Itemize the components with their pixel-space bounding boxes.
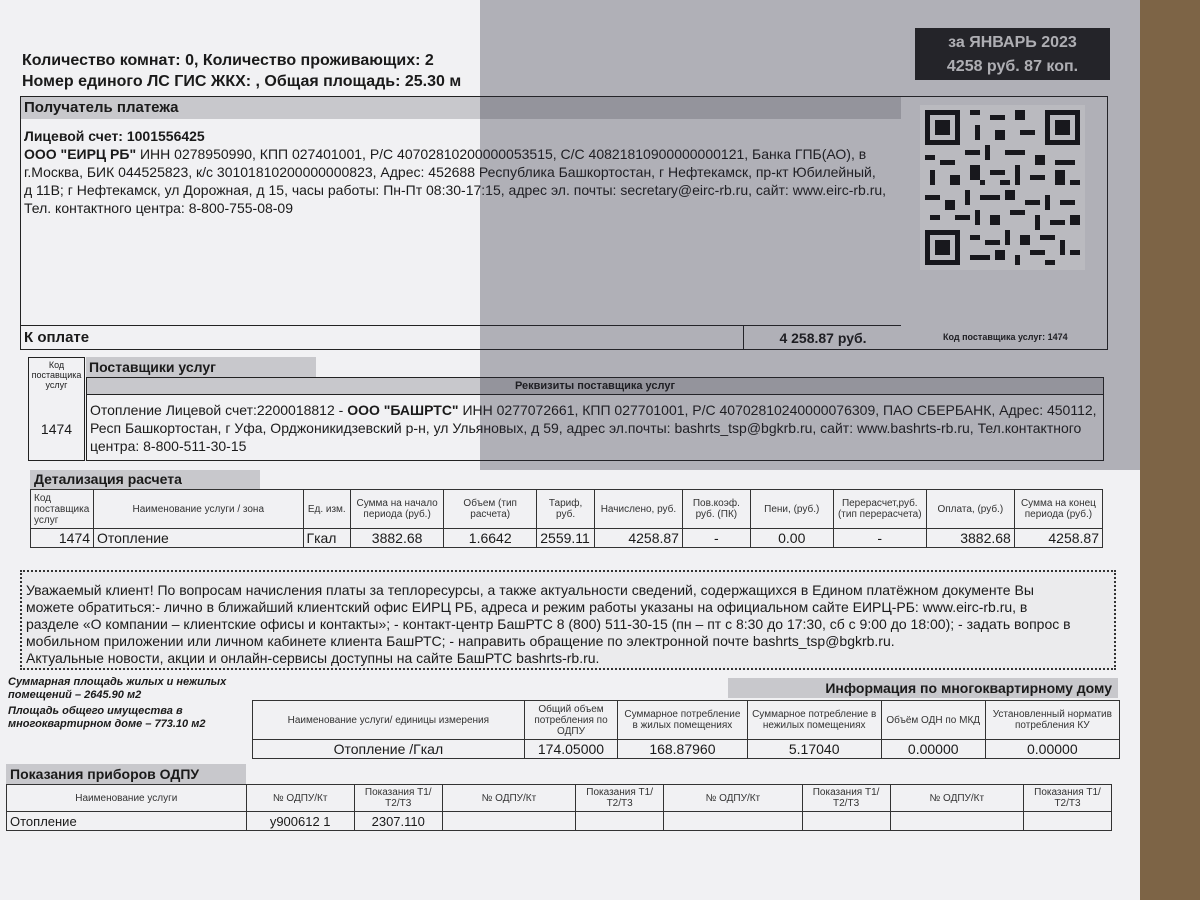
meters-header-row [7,785,1112,812]
details-cell: Отопление [94,529,303,548]
to-pay-value: 4 258.87 руб. [743,326,902,350]
details-cell: 4258.87 [594,529,682,548]
account-line: Номер единого ЛС ГИС ЖКХ: , Общая площадь: 25.30 м [22,73,462,90]
building-cell: 0.00000 [881,740,985,759]
notice-line: мобильном приложении или личном кабинете клиента БашРТС; - направить обращение по электронной почте bashrts_tsp@bgkrb.ru. [26,633,895,649]
building-title: Информация по многоквартирному дому [728,678,1118,698]
meters-header-cell: Показания Т1/Т2/Т3 [576,785,664,812]
meters-table [6,784,1112,831]
recipient-details-1-text: ИНН 0278950990, КПП 027401001, Р/С 40702810200000053515, С/С 40821810900000000121, Банка ГПБ(АО), в [136,146,867,162]
meters-header-cell: № ОДПУ/Кт [246,785,354,812]
requisites-header: Реквизиты поставщика услуг [87,378,1103,395]
building-area-common: Площадь общего имущества в многоквартирном доме – 773.10 м2 [8,705,206,730]
meters-cell [664,812,803,831]
notice-line: разделе «О компании – клиентские офисы и контакты»; - контакт-центр БашРТС 8 (800) 511-30-15 (пн – пт с 8:30 до 17:30, сб с 9:00 до 18:00); - задать вопрос в [26,616,1071,632]
building-table [252,700,1120,759]
recipient-details-2: г.Москва, БИК 044525823, к/с 30101810200000000823, Адрес: 452688 Республика Башкортостан, г Нефтекамск, пр-кт Юбилейный, [24,164,876,180]
details-header-cell: Ед. изм. [303,490,351,529]
building-header-row [253,701,1120,740]
meters-header-cell: Показания Т1/Т2/Т3 [802,785,890,812]
building-cell: Отопление /Гкал [253,740,525,759]
recipient-details-4: Тел. контактного центра: 8-800-755-08-09 [24,200,294,216]
table-row [253,740,1120,759]
recipient-details-3: д 11В; г Нефтекамск, ул Дорожная, д 15, часы работы: Пн-Пт 08:30-17:15, адрес эл. почты: secretary@eirc-rb.ru, сайт: www.eirc-rb.ru, [24,182,887,198]
period-label: за ЯНВАРЬ 2023 [948,34,1077,51]
notice-text [26,582,1071,667]
recipient-title: Получатель платежа [21,97,901,119]
details-header-cell: Сумма на конец периода (руб.) [1014,490,1102,529]
supplier-code-value: 1474 [40,421,73,437]
details-cell: 0.00 [750,529,833,548]
building-header-cell: Суммарное потребление в жилых помещениях [618,701,747,740]
notice-line: Актуальные новости, акции и онлайн-сервисы доступны на сайте БашРТС bashrts-rb.ru. [26,650,600,666]
details-cell: Гкал [303,529,351,548]
meters-cell: Отопление [7,812,247,831]
details-header-cell: Начислено, руб. [594,490,682,529]
details-header-cell: Объем (тип расчета) [444,490,537,529]
supplier-line-2: Респ Башкортостан, г Уфа, Орджоникидзевский р-н, ул Ульяновых, д 59, адрес эл.почты: bashrts_tsp@bgkrb.ru, сайт: www.bashrts-rb.ru, Тел.контактного [90,420,1082,436]
details-cell: 1.6642 [444,529,537,548]
details-cell: - [833,529,926,548]
recipient-account: Лицевой счет: 1001556425 [24,128,205,144]
details-cell: 1474 [31,529,94,548]
photo-shadow [480,0,1140,470]
supplier-line-1-rest: ИНН 0277072661, КПП 027701001, Р/С 40702810240000076309, ПАО СБЕРБАНК, Адрес: 450112, [458,402,1097,418]
details-cell: 3882.68 [926,529,1014,548]
building-cell: 168.87960 [618,740,747,759]
meters-cell [890,812,1023,831]
meters-cell: у900612 1 [246,812,354,831]
details-header-cell: Сумма на начало периода (руб.) [351,490,444,529]
suppliers-title: Поставщики услуг [86,357,316,377]
supplier-code-header: Код поставщика услуг [31,360,82,390]
recipient-org-name: ООО "ЕИРЦ РБ" [24,146,137,162]
to-pay-label: К оплате [24,329,90,346]
details-header-cell: Пени, (руб.) [750,490,833,529]
details-header-cell: Оплата, (руб.) [926,490,1014,529]
meters-header-cell: № ОДПУ/Кт [442,785,575,812]
table-row [31,529,1103,548]
supplier-line-3: центра: 8-800-511-30-15 [90,438,247,454]
building-area-living: Суммарная площадь жилых и нежилых помещений – 2645.90 м2 [8,676,227,701]
details-header-cell: Пов.коэф. руб. (ПК) [682,490,750,529]
building-cell: 0.00000 [985,740,1119,759]
meters-header-cell: Наименование услуги [7,785,247,812]
details-header-row [31,490,1103,529]
meters-header-cell: № ОДПУ/Кт [890,785,1023,812]
details-header-cell: Перерасчет,руб. (тип перерасчета) [833,490,926,529]
meters-cell [442,812,575,831]
notice-line: можете обратиться:- лично в ближайший клиентский офис ЕИРЦ РБ, адреса и режим работы указаны на официальном сайте ЕИРЦ-РБ: www.eirc-rb.ru, в [26,599,1028,615]
details-header-cell: Наименование услуги / зона [94,490,303,529]
supplier-code-column [28,357,85,461]
supplier-line-1-prefix: Отопление Лицевой счет:2200018812 - [90,402,348,418]
notice-box [20,570,1116,670]
details-cell: 2559.11 [537,529,595,548]
meters-cell [576,812,664,831]
supplier-code-label: Код поставщика услуг: 1474 [943,332,1068,342]
period-amount: 4258 руб. 87 коп. [946,58,1079,75]
meters-title: Показания приборов ОДПУ [6,764,246,784]
notice-line: Уважаемый клиент! По вопросам начисления платы за теплоресурсы, а также актуальности сведений, содержащихся в Едином платёжном документе Вы [26,582,1034,598]
building-header-cell: Суммарное потребление в нежилых помещениях [747,701,881,740]
building-header-cell: Установленный норматив потребления КУ [985,701,1119,740]
building-cell: 174.05000 [524,740,618,759]
details-cell: 3882.68 [351,529,444,548]
details-header-cell: Тариф, руб. [537,490,595,529]
meters-header-cell: № ОДПУ/Кт [664,785,803,812]
building-cell: 5.17040 [747,740,881,759]
building-header-cell: Общий объем потребления по ОДПУ [524,701,618,740]
details-header-cell: Код поставщика услуг [31,490,94,529]
building-header-cell: Объём ОДН по МКД [881,701,985,740]
meters-cell [802,812,890,831]
details-cell: - [682,529,750,548]
meters-cell [1024,812,1112,831]
rooms-line: Количество комнат: 0, Количество проживающих: 2 [22,52,434,69]
details-cell: 4258.87 [1014,529,1102,548]
building-header-cell: Наименование услуги/ единицы измерения [253,701,525,740]
details-table [30,489,1103,548]
supplier-org-name: ООО "БАШРТС" [347,402,459,418]
table-row [7,812,1112,831]
meters-header-cell: Показания Т1/Т2/Т3 [354,785,442,812]
meters-cell: 2307.110 [354,812,442,831]
meters-header-cell: Показания Т1/Т2/Т3 [1024,785,1112,812]
details-title: Детализация расчета [30,470,260,489]
